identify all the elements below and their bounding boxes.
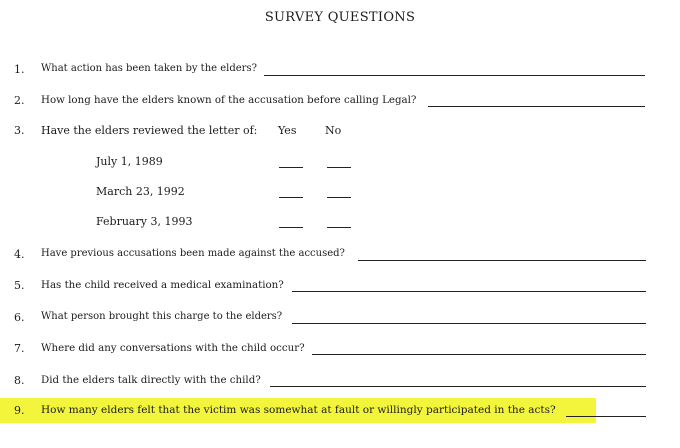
question-text: Where did any conversations with the child occur?	[41, 342, 305, 354]
page-title: SURVEY QUESTIONS	[264, 10, 416, 25]
answer-line[interactable]	[428, 106, 645, 107]
answer-line[interactable]	[264, 75, 645, 76]
letter-row-1	[0, 153, 680, 171]
letter-date: July 1, 1989	[96, 155, 163, 168]
question-1	[0, 61, 680, 79]
no-blank[interactable]	[327, 197, 351, 198]
question-text: Has the child received a medical examination?	[41, 279, 284, 291]
answer-line[interactable]	[270, 386, 646, 387]
letter-row-3	[0, 213, 680, 231]
question-text: What action has been taken by the elders?	[41, 63, 257, 74]
question-5	[0, 277, 680, 295]
question-number: 9.	[14, 404, 25, 417]
letter-date: March 23, 1992	[96, 185, 185, 198]
question-6	[0, 309, 680, 327]
answer-line[interactable]	[292, 323, 646, 324]
yes-blank[interactable]	[279, 227, 303, 228]
question-number: 8.	[14, 374, 25, 387]
question-number: 5.	[14, 279, 25, 292]
question-text: Have previous accusations been made against the accused?	[41, 248, 345, 259]
answer-line[interactable]	[358, 260, 646, 261]
answer-line[interactable]	[566, 416, 646, 417]
question-number: 7.	[14, 342, 25, 355]
yes-blank[interactable]	[279, 167, 303, 168]
question-3	[0, 122, 680, 140]
question-number: 6.	[14, 311, 25, 324]
question-9	[0, 402, 680, 420]
answer-line[interactable]	[312, 354, 646, 355]
question-text: Have the elders reviewed the letter of:	[41, 124, 258, 137]
question-number: 1.	[14, 63, 25, 76]
question-text: Did the elders talk directly with the child?	[41, 374, 261, 386]
yes-blank[interactable]	[279, 197, 303, 198]
question-text: How long have the elders known of the accusation before calling Legal?	[41, 94, 417, 106]
question-text: How many elders felt that the victim was somewhat at fault or willingly participated in the acts?	[41, 404, 556, 416]
question-8	[0, 372, 680, 390]
letter-date: February 3, 1993	[96, 215, 193, 228]
no-column-header: No	[325, 124, 342, 137]
question-4	[0, 246, 680, 264]
question-7	[0, 340, 680, 358]
question-number: 3.	[14, 124, 25, 137]
question-text: What person brought this charge to the elders?	[41, 311, 283, 322]
question-2	[0, 92, 680, 110]
letter-row-2	[0, 183, 680, 201]
no-blank[interactable]	[327, 227, 351, 228]
question-number: 2.	[14, 94, 25, 107]
no-blank[interactable]	[327, 167, 351, 168]
yes-column-header: Yes	[278, 124, 297, 137]
answer-line[interactable]	[292, 291, 646, 292]
question-number: 4.	[14, 248, 25, 261]
